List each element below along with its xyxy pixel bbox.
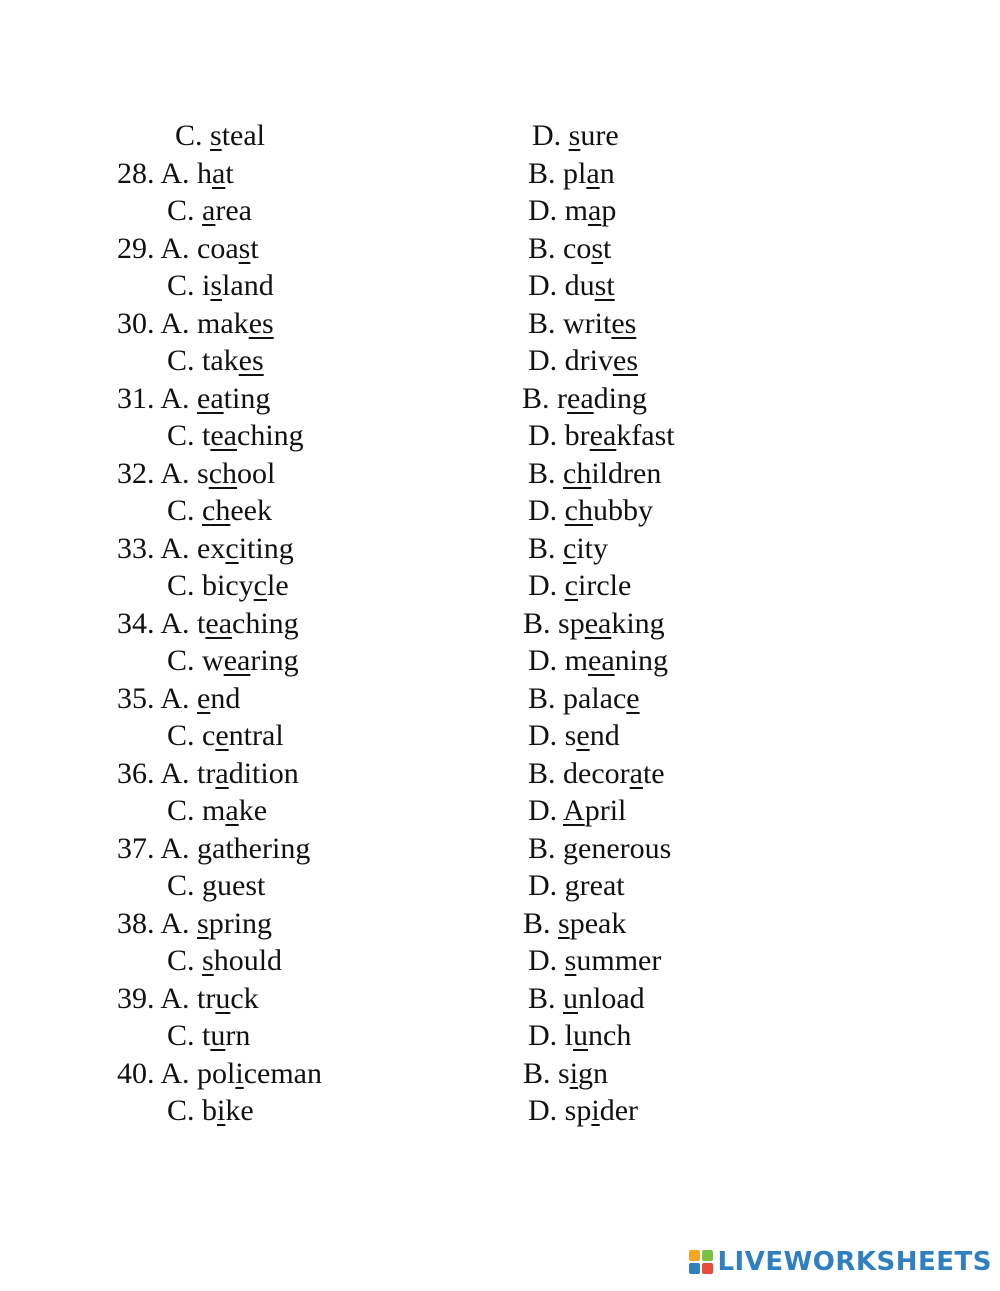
- underlined-sound: s: [238, 231, 251, 265]
- left-option-line: [117, 830, 310, 867]
- underlined-sound: ea: [205, 606, 233, 640]
- word-suffix: pril: [584, 794, 627, 827]
- option-letter: D.: [532, 119, 562, 152]
- word-prefix: driv: [564, 344, 613, 377]
- left-option-line: [117, 1055, 322, 1092]
- word-suffix: hould: [213, 944, 283, 977]
- underlined-sound: A: [563, 794, 585, 827]
- brand-name: LIVEWORKSHEETS: [717, 1247, 992, 1277]
- left-option-line: [117, 380, 270, 417]
- right-option-line: [528, 305, 636, 342]
- word-suffix: gn: [578, 1056, 609, 1090]
- word-prefix: tak: [202, 344, 239, 377]
- left-option-line: [167, 417, 304, 454]
- word-suffix: ildren: [591, 456, 662, 490]
- underlined-sound: es: [248, 306, 274, 340]
- word-suffix: te: [642, 756, 665, 790]
- option-letter: B.: [528, 456, 556, 490]
- word-prefix: du: [564, 269, 595, 302]
- word-suffix: ring: [250, 644, 299, 677]
- option-letter: D.: [528, 794, 558, 827]
- underlined-sound: s: [197, 906, 209, 940]
- option-letter: C.: [167, 344, 195, 377]
- left-option-line: [117, 755, 299, 792]
- right-option-line: [528, 155, 615, 192]
- underlined-sound: c: [564, 569, 578, 602]
- left-option-line: [117, 155, 234, 192]
- word-prefix: pl: [563, 156, 587, 190]
- option-letter: A.: [160, 756, 190, 790]
- right-option-line: [528, 755, 665, 792]
- word-prefix: coa: [197, 231, 239, 265]
- option-letter: C.: [167, 1094, 195, 1127]
- underlined-sound: e: [576, 719, 590, 752]
- left-option-line: [117, 455, 275, 492]
- option-letter: B.: [528, 756, 556, 790]
- word-suffix: uest: [217, 869, 266, 902]
- word-prefix: c: [202, 719, 216, 752]
- underlined-sound: u: [210, 1019, 226, 1052]
- option-letter: A.: [160, 456, 190, 490]
- word-suffix: nch: [588, 1019, 632, 1052]
- word-suffix: ity: [576, 531, 609, 565]
- right-option-line: [528, 267, 615, 304]
- word-prefix: l: [564, 1019, 574, 1052]
- option-letter: C.: [167, 719, 195, 752]
- option-letter: C.: [167, 194, 195, 227]
- question-number: 40.: [117, 1056, 155, 1090]
- underlined-sound: ea: [197, 381, 224, 415]
- underlined-sound: st: [594, 269, 615, 302]
- word-prefix: w: [202, 644, 224, 677]
- word-prefix: t: [197, 606, 206, 640]
- option-letter: A.: [160, 981, 190, 1015]
- word-prefix: m: [564, 644, 589, 677]
- option-letter: D.: [528, 1094, 558, 1127]
- word-suffix: t: [603, 231, 612, 265]
- underlined-sound: g: [197, 831, 213, 865]
- left-option-line: [117, 905, 272, 942]
- underlined-sound: ea: [210, 419, 237, 452]
- word-prefix: bicy: [202, 569, 254, 602]
- question-number: 34.: [117, 606, 155, 640]
- word-suffix: pring: [208, 906, 273, 940]
- option-letter: A.: [160, 831, 190, 865]
- left-option-line: [117, 305, 274, 342]
- question-number: 38.: [117, 906, 155, 940]
- option-letter: C.: [167, 569, 195, 602]
- word-suffix: nload: [578, 981, 645, 1015]
- word-suffix: ummer: [576, 944, 662, 977]
- word-prefix: t: [202, 419, 211, 452]
- option-letter: A.: [160, 1056, 190, 1090]
- word-suffix: reat: [579, 869, 625, 902]
- word-suffix: eek: [230, 494, 272, 527]
- word-suffix: teal: [221, 119, 266, 152]
- word-prefix: palac: [563, 681, 627, 715]
- word-suffix: p: [601, 194, 617, 227]
- left-option-line: [117, 530, 294, 567]
- option-letter: D.: [528, 419, 558, 452]
- underlined-sound: g: [202, 869, 218, 902]
- right-option-line: [528, 867, 625, 904]
- word-suffix: le: [267, 569, 289, 602]
- option-letter: C.: [167, 419, 195, 452]
- right-option-line: [528, 455, 661, 492]
- right-option-line: [523, 1055, 608, 1092]
- right-option-line: [528, 530, 608, 567]
- word-suffix: enerous: [578, 831, 672, 865]
- word-suffix: ircle: [578, 569, 632, 602]
- underlined-sound: i: [235, 1056, 244, 1090]
- option-letter: A.: [160, 306, 190, 340]
- word-prefix: h: [197, 156, 213, 190]
- underlined-sound: ea: [588, 644, 615, 677]
- underlined-sound: c: [253, 569, 267, 602]
- word-suffix: ntral: [228, 719, 284, 752]
- question-number: 31.: [117, 381, 155, 415]
- underlined-sound: s: [210, 119, 222, 152]
- liveworksheets-brand: [689, 1247, 992, 1277]
- underlined-sound: ch: [564, 494, 593, 527]
- left-option-line: [117, 980, 259, 1017]
- word-prefix: pol: [197, 1056, 236, 1090]
- option-letter: C.: [167, 944, 195, 977]
- right-option-line: [528, 717, 620, 754]
- question-number: 32.: [117, 456, 155, 490]
- option-letter: B.: [522, 381, 550, 415]
- option-letter: A.: [160, 681, 190, 715]
- word-suffix: rn: [225, 1019, 251, 1052]
- word-prefix: t: [202, 1019, 211, 1052]
- right-option-line: [528, 417, 675, 454]
- underlined-sound: a: [225, 794, 239, 827]
- left-option-line: [175, 117, 265, 154]
- question-number: 37.: [117, 831, 155, 865]
- option-letter: B.: [528, 306, 556, 340]
- option-letter: A.: [160, 606, 190, 640]
- underlined-sound: s: [564, 944, 577, 977]
- option-letter: C.: [175, 119, 203, 152]
- word-suffix: king: [611, 606, 665, 640]
- right-option-line: [523, 605, 665, 642]
- left-option-line: [117, 230, 259, 267]
- underlined-sound: es: [238, 344, 264, 377]
- underlined-sound: g: [563, 831, 579, 865]
- option-letter: D.: [528, 569, 558, 602]
- word-suffix: rea: [215, 194, 252, 227]
- option-letter: B.: [523, 906, 551, 940]
- left-option-line: [167, 942, 282, 979]
- option-letter: C.: [167, 794, 195, 827]
- question-number: 39.: [117, 981, 155, 1015]
- word-prefix: mak: [197, 306, 249, 340]
- right-option-line: [532, 117, 619, 154]
- word-prefix: decor: [563, 756, 630, 790]
- underlined-sound: a: [202, 194, 216, 227]
- word-suffix: nd: [589, 719, 620, 752]
- left-option-line: [167, 267, 274, 304]
- question-number: 33.: [117, 531, 155, 565]
- right-option-line: [528, 230, 611, 267]
- right-option-line: [528, 1092, 638, 1129]
- question-number: 35.: [117, 681, 155, 715]
- option-letter: D.: [528, 1019, 558, 1052]
- underlined-sound: es: [611, 306, 637, 340]
- question-number: 29.: [117, 231, 155, 265]
- word-prefix: b: [202, 1094, 218, 1127]
- left-option-line: [117, 680, 240, 717]
- left-option-line: [167, 567, 289, 604]
- underlined-sound: ea: [223, 644, 251, 677]
- question-number: 36.: [117, 756, 155, 790]
- underlined-sound: a: [588, 194, 602, 227]
- underlined-sound: ea: [589, 419, 617, 452]
- option-letter: B.: [528, 681, 556, 715]
- underlined-sound: u: [563, 981, 579, 1015]
- word-suffix: ke: [238, 794, 268, 827]
- underlined-sound: ea: [567, 381, 594, 415]
- underlined-sound: s: [210, 269, 223, 302]
- underlined-sound: c: [225, 531, 239, 565]
- option-letter: B.: [528, 981, 556, 1015]
- word-suffix: ool: [237, 456, 276, 490]
- underlined-sound: ch: [208, 456, 238, 490]
- left-option-line: [167, 717, 284, 754]
- option-letter: D.: [528, 719, 558, 752]
- option-letter: D.: [528, 269, 558, 302]
- word-suffix: nd: [210, 681, 241, 715]
- underlined-sound: u: [215, 981, 231, 1015]
- right-option-line: [528, 792, 626, 829]
- word-prefix: tr: [197, 756, 216, 790]
- word-suffix: t: [250, 231, 259, 265]
- option-letter: C.: [167, 644, 195, 677]
- word-suffix: ke: [225, 1094, 254, 1127]
- left-option-line: [167, 1092, 254, 1129]
- left-option-line: [167, 492, 272, 529]
- word-suffix: ceman: [243, 1056, 322, 1090]
- word-suffix: n: [599, 156, 615, 190]
- underlined-sound: a: [212, 156, 226, 190]
- right-option-line: [528, 942, 661, 979]
- word-suffix: ubby: [593, 494, 653, 527]
- word-prefix: writ: [563, 306, 612, 340]
- word-suffix: kfast: [616, 419, 675, 452]
- word-suffix: ding: [593, 381, 647, 415]
- word-suffix: ck: [230, 981, 259, 1015]
- right-option-line: [522, 380, 647, 417]
- option-letter: C.: [167, 869, 195, 902]
- right-option-line: [528, 492, 653, 529]
- underlined-sound: a: [629, 756, 643, 790]
- right-option-line: [528, 567, 631, 604]
- option-letter: C.: [167, 494, 195, 527]
- word-suffix: peak: [569, 906, 627, 940]
- underlined-sound: es: [613, 344, 638, 377]
- word-suffix: ching: [232, 606, 299, 640]
- option-letter: B.: [523, 606, 551, 640]
- left-option-line: [167, 342, 264, 379]
- left-option-line: [167, 192, 252, 229]
- underlined-sound: ea: [584, 606, 612, 640]
- word-suffix: iting: [238, 531, 294, 565]
- option-letter: B.: [523, 1056, 551, 1090]
- left-option-line: [117, 605, 299, 642]
- left-option-line: [167, 642, 299, 679]
- underlined-sound: a: [215, 756, 229, 790]
- underlined-sound: s: [558, 906, 570, 940]
- option-letter: D.: [528, 344, 558, 377]
- left-option-line: [167, 1017, 250, 1054]
- right-option-line: [528, 830, 671, 867]
- question-number: 30.: [117, 306, 155, 340]
- word-prefix: br: [564, 419, 590, 452]
- underlined-sound: s: [568, 119, 581, 152]
- underlined-sound: e: [215, 719, 229, 752]
- word-prefix: ex: [197, 531, 226, 565]
- right-option-line: [528, 1017, 631, 1054]
- option-letter: A.: [160, 156, 190, 190]
- option-letter: B.: [528, 831, 556, 865]
- option-letter: A.: [160, 906, 190, 940]
- word-suffix: t: [225, 156, 234, 190]
- word-suffix: ting: [223, 381, 271, 415]
- underlined-sound: i: [591, 1094, 600, 1127]
- word-prefix: m: [564, 194, 589, 227]
- underlined-sound: i: [569, 1056, 579, 1090]
- option-letter: B.: [528, 231, 556, 265]
- underlined-sound: i: [217, 1094, 226, 1127]
- option-letter: D.: [528, 869, 558, 902]
- option-letter: D.: [528, 644, 558, 677]
- word-prefix: co: [563, 231, 592, 265]
- option-letter: A.: [160, 231, 190, 265]
- underlined-sound: ch: [202, 494, 231, 527]
- option-letter: B.: [528, 156, 556, 190]
- underlined-sound: s: [202, 944, 214, 977]
- word-suffix: ure: [580, 119, 619, 152]
- word-prefix: i: [202, 269, 211, 302]
- word-suffix: ning: [614, 644, 668, 677]
- word-prefix: sp: [558, 606, 585, 640]
- underlined-sound: c: [563, 531, 577, 565]
- option-letter: D.: [528, 494, 558, 527]
- right-option-line: [528, 342, 638, 379]
- word-prefix: tr: [197, 981, 216, 1015]
- right-option-line: [528, 642, 668, 679]
- underlined-sound: ch: [563, 456, 592, 490]
- word-prefix: s: [197, 456, 209, 490]
- word-suffix: athering: [212, 831, 311, 865]
- right-option-line: [523, 905, 626, 942]
- option-letter: D.: [528, 944, 558, 977]
- option-letter: C.: [167, 269, 195, 302]
- left-option-line: [167, 792, 267, 829]
- word-suffix: dition: [228, 756, 299, 790]
- option-letter: C.: [167, 1019, 195, 1052]
- underlined-sound: e: [197, 681, 211, 715]
- word-suffix: der: [599, 1094, 639, 1127]
- word-suffix: ching: [237, 419, 304, 452]
- underlined-sound: u: [573, 1019, 589, 1052]
- option-letter: A.: [160, 381, 190, 415]
- underlined-sound: e: [626, 681, 640, 715]
- word-prefix: m: [202, 794, 226, 827]
- word-prefix: sp: [564, 1094, 592, 1127]
- word-prefix: s: [558, 1056, 570, 1090]
- right-option-line: [528, 680, 640, 717]
- word-prefix: r: [557, 381, 568, 415]
- right-option-line: [528, 192, 616, 229]
- liveworksheets-logo-icon: [689, 1250, 713, 1274]
- question-number: 28.: [117, 156, 155, 190]
- underlined-sound: g: [564, 869, 580, 902]
- word-suffix: land: [222, 269, 274, 302]
- option-letter: B.: [528, 531, 556, 565]
- left-option-line: [167, 867, 265, 904]
- option-letter: A.: [160, 531, 190, 565]
- underlined-sound: s: [591, 231, 604, 265]
- underlined-sound: a: [586, 156, 600, 190]
- right-option-line: [528, 980, 645, 1017]
- word-prefix: s: [564, 719, 577, 752]
- option-letter: D.: [528, 194, 558, 227]
